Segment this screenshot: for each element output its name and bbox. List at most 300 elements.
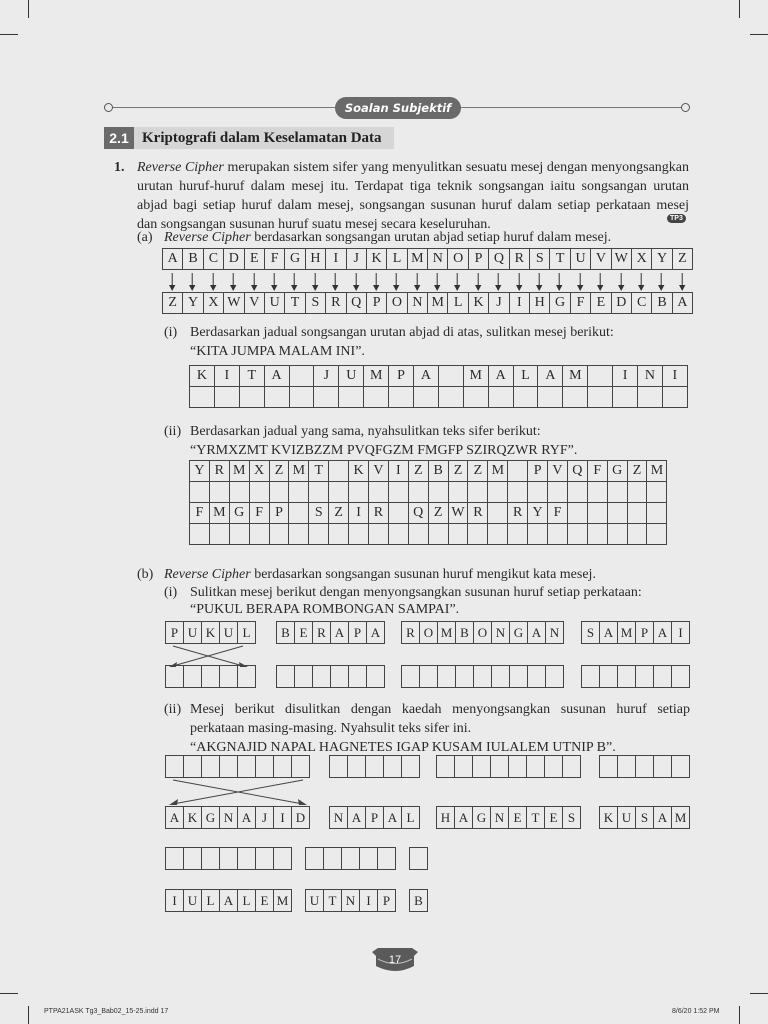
answer-cell[interactable] <box>288 481 309 503</box>
letter-cell: A <box>219 889 238 912</box>
letter-cell: E <box>294 621 313 644</box>
answer-cell[interactable] <box>662 386 688 408</box>
letter-cell: A <box>527 621 546 644</box>
answer-cell[interactable] <box>448 481 469 503</box>
crop-mark <box>0 34 18 35</box>
alphabet-cell: K <box>366 248 387 270</box>
alphabet-cell: F <box>264 248 285 270</box>
answer-cell[interactable] <box>472 755 491 778</box>
answer-cell[interactable] <box>627 481 648 503</box>
answer-cell[interactable] <box>255 755 274 778</box>
down-arrow-icon <box>672 271 692 293</box>
answer-cell[interactable] <box>368 481 389 503</box>
part-b-i-line1: Sulitkan mesej berikut dengan menyongsangkan susunan huruf setiap perkataan: <box>190 585 642 600</box>
word-box <box>166 890 292 912</box>
answer-cell[interactable] <box>567 481 588 503</box>
answer-cell[interactable] <box>323 847 342 870</box>
answer-cell[interactable] <box>488 386 514 408</box>
alphabet-cell: A <box>162 248 183 270</box>
cipher-cell: W <box>223 292 244 314</box>
intro-line <box>137 158 689 177</box>
letter-cell: K <box>189 365 215 387</box>
banner-dot <box>681 103 690 112</box>
letter-cell: F <box>547 502 568 524</box>
answer-cell[interactable] <box>544 755 563 778</box>
answer-cell[interactable] <box>183 847 202 870</box>
letter-cell: B <box>428 460 449 482</box>
down-arrow-icon <box>529 271 549 293</box>
word-box <box>582 622 690 644</box>
letter-cell: L <box>513 365 539 387</box>
tp-badge: TP3 <box>667 214 686 223</box>
answer-cell[interactable] <box>490 755 509 778</box>
alphabet-cell: L <box>386 248 407 270</box>
answer-word-box[interactable] <box>437 756 581 778</box>
answer-cell[interactable] <box>635 665 654 688</box>
answer-cell[interactable] <box>637 386 663 408</box>
answer-cell[interactable] <box>467 523 488 545</box>
letter-cell: R <box>507 502 528 524</box>
letter-cell: K <box>183 806 202 829</box>
letter-cell: R <box>401 621 420 644</box>
answer-cell[interactable] <box>165 665 184 688</box>
footer-stamp: 8/6/20 1:52 PM <box>672 1008 720 1015</box>
crop-mark <box>750 993 768 994</box>
letter-cell: J <box>313 365 339 387</box>
letter-cell: L <box>237 889 256 912</box>
answer-cell[interactable] <box>329 755 348 778</box>
letter-cell: R <box>368 502 389 524</box>
answer-cell[interactable] <box>455 665 474 688</box>
answer-cell[interactable] <box>526 755 545 778</box>
letter-cell <box>587 365 613 387</box>
answer-cell[interactable] <box>507 481 528 503</box>
answer-word-box[interactable] <box>410 848 428 870</box>
encrypt-grid <box>190 366 688 408</box>
down-arrow-icon <box>570 271 590 293</box>
answer-cell[interactable] <box>377 847 396 870</box>
answer-word-box[interactable] <box>600 756 690 778</box>
answer-cell[interactable] <box>463 386 489 408</box>
cipher-cell: G <box>549 292 570 314</box>
intro-text: merupakan sistem sifer yang menyulitkan sesuatu mesej dengan menyongsangkan <box>223 160 689 175</box>
letter-cell: Z <box>408 460 429 482</box>
answer-cell[interactable] <box>428 523 449 545</box>
part-b-ii-text <box>190 700 690 757</box>
letter-cell: N <box>341 889 360 912</box>
answer-cell[interactable] <box>273 755 292 778</box>
down-arrow-icon <box>346 271 366 293</box>
answer-cell[interactable] <box>291 755 310 778</box>
answer-cell[interactable] <box>454 755 473 778</box>
answer-cell[interactable] <box>599 665 618 688</box>
answer-cell[interactable] <box>237 847 256 870</box>
down-arrow-icon <box>549 271 569 293</box>
letter-cell: T <box>239 365 265 387</box>
answer-cell[interactable] <box>567 523 588 545</box>
answer-cell[interactable] <box>239 386 265 408</box>
answer-cell[interactable] <box>646 481 667 503</box>
answer-cell[interactable] <box>653 755 672 778</box>
grid-row <box>190 366 688 387</box>
answer-cell[interactable] <box>189 481 210 503</box>
answer-cell[interactable] <box>209 481 230 503</box>
answer-cell[interactable] <box>341 847 360 870</box>
letter-cell: N <box>545 621 564 644</box>
down-arrow-icon <box>590 271 610 293</box>
answer-cell[interactable] <box>537 386 563 408</box>
cipher-cell: X <box>203 292 224 314</box>
part-a-i-line1: Berdasarkan jadual songsangan urutan abjad di atas, sulitkan mesej berikut: <box>190 325 614 340</box>
letter-cell: A <box>413 365 439 387</box>
answer-cell[interactable] <box>587 523 608 545</box>
answer-cell[interactable] <box>419 665 438 688</box>
letter-cell: E <box>544 806 563 829</box>
cipher-cell: R <box>325 292 346 314</box>
down-arrow-icon <box>223 271 243 293</box>
answer-cell[interactable] <box>653 665 672 688</box>
letter-cell: L <box>237 621 256 644</box>
cipher-cell: A <box>672 292 693 314</box>
letter-cell: A <box>488 365 514 387</box>
answer-cell[interactable] <box>201 665 220 688</box>
answer-cell[interactable] <box>527 523 548 545</box>
letter-cell: U <box>305 889 324 912</box>
letter-cell: Q <box>567 460 588 482</box>
answer-cell[interactable] <box>437 665 456 688</box>
crop-mark <box>739 1006 740 1024</box>
answer-cell[interactable] <box>607 523 628 545</box>
alphabet-cell: I <box>325 248 346 270</box>
part-a-ii-label: (ii) <box>164 424 182 439</box>
answer-cell[interactable] <box>308 481 329 503</box>
cipher-cell: B <box>651 292 672 314</box>
part-b-term: Reverse Cipher <box>164 567 251 582</box>
down-arrow-icon <box>284 271 304 293</box>
letter-cell: K <box>599 806 618 829</box>
word-box <box>330 807 420 829</box>
letter-cell: N <box>219 806 238 829</box>
answer-cell[interactable] <box>219 665 238 688</box>
answer-cell[interactable] <box>671 665 690 688</box>
answer-cell[interactable] <box>348 665 367 688</box>
answer-cell[interactable] <box>294 665 313 688</box>
letter-cell: P <box>348 621 367 644</box>
answer-cell[interactable] <box>330 665 349 688</box>
answer-cell[interactable] <box>264 386 290 408</box>
alphabet-cell: M <box>407 248 428 270</box>
answer-cell[interactable] <box>587 481 608 503</box>
answer-cell[interactable] <box>348 523 369 545</box>
answer-cell[interactable] <box>383 755 402 778</box>
cipher-cell: H <box>529 292 550 314</box>
answer-cell[interactable] <box>366 665 385 688</box>
cipher-cell: T <box>284 292 305 314</box>
answer-cell[interactable] <box>562 755 581 778</box>
answer-cell[interactable] <box>183 755 202 778</box>
letter-cell: T <box>323 889 342 912</box>
letter-cell: U <box>338 365 364 387</box>
answer-cell[interactable] <box>269 481 290 503</box>
alphabet-cell: D <box>223 248 244 270</box>
letter-cell: N <box>329 806 348 829</box>
answer-word-box[interactable] <box>582 666 690 688</box>
letter-cell: K <box>201 621 220 644</box>
letter-cell: T <box>308 460 329 482</box>
answer-cell[interactable] <box>276 665 295 688</box>
down-arrow-icon <box>488 271 508 293</box>
down-arrow-icon <box>407 271 427 293</box>
down-arrow-icon <box>651 271 671 293</box>
answer-cell[interactable] <box>527 481 548 503</box>
page-number: 17 <box>388 954 402 966</box>
answer-cell[interactable] <box>617 755 636 778</box>
letter-cell: U <box>183 621 202 644</box>
answer-cell[interactable] <box>509 665 528 688</box>
answer-cell[interactable] <box>249 481 270 503</box>
alphabet-cell: U <box>570 248 591 270</box>
part-a-i-label: (i) <box>164 325 178 340</box>
answer-cell[interactable] <box>388 481 409 503</box>
intro-line: abjad bagi setiap huruf dalam mesej, songsangan susunan huruf dalam setiap perkataan mesej <box>137 198 689 213</box>
answer-cell[interactable] <box>214 386 240 408</box>
letter-cell: L <box>401 806 420 829</box>
answer-cell[interactable] <box>165 847 184 870</box>
cipher-cell: P <box>366 292 387 314</box>
letter-cell: G <box>509 621 528 644</box>
letter-cell: I <box>348 502 369 524</box>
letter-cell <box>567 502 588 524</box>
answer-word-box[interactable] <box>166 848 292 870</box>
answer-cell[interactable] <box>513 386 539 408</box>
answer-cell[interactable] <box>368 523 389 545</box>
letter-cell: M <box>646 460 667 482</box>
answer-cell[interactable] <box>547 481 568 503</box>
letter-cell: P <box>527 460 548 482</box>
answer-cell[interactable] <box>401 755 420 778</box>
alphabet-cell: V <box>590 248 611 270</box>
letter-cell: A <box>366 621 385 644</box>
letter-cell: E <box>255 889 274 912</box>
answer-word-box[interactable] <box>277 666 385 688</box>
down-arrow-icon <box>468 271 488 293</box>
letter-cell: A <box>653 621 672 644</box>
answer-cell[interactable] <box>467 481 488 503</box>
answer-word-box[interactable] <box>166 756 310 778</box>
answer-cell[interactable] <box>409 847 428 870</box>
answer-cell[interactable] <box>328 481 349 503</box>
answer-cell[interactable] <box>413 386 439 408</box>
answer-word-box[interactable] <box>306 848 396 870</box>
cipher-cell: N <box>407 292 428 314</box>
answer-cell[interactable] <box>209 523 230 545</box>
answer-cell[interactable] <box>627 523 648 545</box>
alphabet-cell: G <box>284 248 305 270</box>
grid-row <box>190 461 667 482</box>
letter-cell: J <box>255 806 274 829</box>
answer-cell[interactable] <box>365 755 384 778</box>
intro-line: dan songsangan susunan huruf suatu mesej secara keseluruhan. <box>137 217 491 232</box>
answer-cell[interactable] <box>491 665 510 688</box>
answer-cell[interactable] <box>359 847 378 870</box>
answer-cell[interactable] <box>305 847 324 870</box>
part-a-ii-line2: “YRMXZMT KVIZBZZM PVQFGZM FMGFP SZIRQZWR RYF”. <box>190 443 578 458</box>
letter-cell: F <box>189 502 210 524</box>
alphabet-cell: W <box>611 248 632 270</box>
answer-cell[interactable] <box>328 523 349 545</box>
letter-cell: Z <box>428 502 449 524</box>
cipher-cell: U <box>264 292 285 314</box>
letter-cell <box>289 365 315 387</box>
answer-cell[interactable] <box>607 481 628 503</box>
section-banner <box>104 97 690 119</box>
answer-cell[interactable] <box>201 847 220 870</box>
cipher-cell: Q <box>346 292 367 314</box>
letter-cell: X <box>249 460 270 482</box>
down-arrow-icon <box>244 271 264 293</box>
answer-cell[interactable] <box>527 665 546 688</box>
swap-cross <box>163 778 313 808</box>
part-b-label: (b) <box>137 567 154 582</box>
word-box <box>306 890 396 912</box>
answer-cell[interactable] <box>401 665 420 688</box>
answer-cell[interactable] <box>646 523 667 545</box>
letter-cell: A <box>330 621 349 644</box>
letter-cell: M <box>273 889 292 912</box>
letter-cell <box>646 502 667 524</box>
letter-cell: A <box>653 806 672 829</box>
alphabet-plain-row <box>163 249 693 270</box>
answer-cell[interactable] <box>388 386 414 408</box>
answer-word-box[interactable] <box>166 666 256 688</box>
alphabet-arrows <box>162 271 692 293</box>
letter-cell: H <box>436 806 455 829</box>
answer-cell[interactable] <box>237 665 256 688</box>
answer-cell[interactable] <box>273 847 292 870</box>
letter-cell: B <box>409 889 428 912</box>
cipher-cell: D <box>611 292 632 314</box>
part-b-desc: berdasarkan songsangan susunan huruf mengikut kata mesej. <box>250 567 596 582</box>
letter-cell: I <box>612 365 638 387</box>
letter-cell: M <box>617 621 636 644</box>
alphabet-cell: X <box>631 248 652 270</box>
letter-cell <box>487 502 508 524</box>
answer-cell[interactable] <box>255 847 274 870</box>
answer-cell[interactable] <box>189 523 210 545</box>
answer-cell[interactable] <box>545 665 564 688</box>
letter-cell: A <box>454 806 473 829</box>
down-arrow-icon <box>203 271 223 293</box>
answer-cell[interactable] <box>617 665 636 688</box>
down-arrow-icon <box>162 271 182 293</box>
answer-cell[interactable] <box>487 523 508 545</box>
answer-cell[interactable] <box>581 665 600 688</box>
answer-cell[interactable] <box>487 481 508 503</box>
letter-cell: A <box>347 806 366 829</box>
answer-cell[interactable] <box>547 523 568 545</box>
letter-cell: Z <box>269 460 290 482</box>
cipher-cell: L <box>447 292 468 314</box>
answer-cell[interactable] <box>508 755 527 778</box>
answer-cell[interactable] <box>408 481 429 503</box>
down-arrow-icon <box>631 271 651 293</box>
answer-cell[interactable] <box>313 386 339 408</box>
answer-cell[interactable] <box>189 386 215 408</box>
answer-cell[interactable] <box>507 523 528 545</box>
letter-cell <box>587 502 608 524</box>
answer-cell[interactable] <box>388 523 409 545</box>
letter-cell: G <box>472 806 491 829</box>
answer-cell[interactable] <box>237 755 256 778</box>
answer-cell[interactable] <box>249 523 270 545</box>
answer-cell[interactable] <box>229 481 250 503</box>
banner-label: Soalan Subjektif <box>335 97 461 119</box>
letter-cell: G <box>607 460 628 482</box>
letter-cell: N <box>490 806 509 829</box>
answer-cell[interactable] <box>436 755 455 778</box>
answer-cell[interactable] <box>219 847 238 870</box>
answer-cell[interactable] <box>338 386 364 408</box>
answer-word-box[interactable] <box>330 756 420 778</box>
answer-cell[interactable] <box>289 386 315 408</box>
letter-cell: I <box>165 889 184 912</box>
answer-cell[interactable] <box>165 755 184 778</box>
alphabet-cell: S <box>529 248 550 270</box>
answer-cell[interactable] <box>183 665 202 688</box>
answer-cell[interactable] <box>562 386 588 408</box>
answer-cell[interactable] <box>408 523 429 545</box>
answer-cell[interactable] <box>587 386 613 408</box>
answer-cell[interactable] <box>612 386 638 408</box>
answer-cell[interactable] <box>671 755 690 778</box>
answer-cell[interactable] <box>312 665 331 688</box>
part-b-ii-line3: “AKGNAJID NAPAL HAGNETES IGAP KUSAM IULALEM UTNIP B”. <box>190 740 616 755</box>
answer-cell[interactable] <box>348 481 369 503</box>
crop-mark <box>0 993 18 994</box>
answer-word-box[interactable] <box>402 666 564 688</box>
part-a-ii-line1: Berdasarkan jadual yang sama, nyahsulitkan teks sifer berikut: <box>190 424 541 439</box>
letter-cell: U <box>183 889 202 912</box>
answer-cell[interactable] <box>635 755 654 778</box>
letter-cell <box>507 460 528 482</box>
cipher-cell: Z <box>162 292 183 314</box>
letter-cell: A <box>537 365 563 387</box>
answer-cell[interactable] <box>473 665 492 688</box>
answer-cell[interactable] <box>438 386 464 408</box>
letter-cell <box>288 502 309 524</box>
answer-cell[interactable] <box>229 523 250 545</box>
answer-cell[interactable] <box>201 755 220 778</box>
part-a-label: (a) <box>137 230 153 245</box>
letter-cell: Q <box>408 502 429 524</box>
answer-cell[interactable] <box>219 755 238 778</box>
answer-cell[interactable] <box>363 386 389 408</box>
down-arrow-icon <box>611 271 631 293</box>
answer-cell[interactable] <box>448 523 469 545</box>
answer-cell[interactable] <box>599 755 618 778</box>
answer-cell[interactable] <box>288 523 309 545</box>
answer-cell[interactable] <box>428 481 449 503</box>
cipher-cell: O <box>386 292 407 314</box>
part-a-i-line2: “KITA JUMPA MALAM INI”. <box>190 344 365 359</box>
letter-cell: G <box>229 502 250 524</box>
answer-cell[interactable] <box>347 755 366 778</box>
cipher-cell: S <box>305 292 326 314</box>
answer-cell[interactable] <box>269 523 290 545</box>
letter-cell: I <box>662 365 688 387</box>
alphabet-cipher-row <box>163 293 693 314</box>
answer-cell[interactable] <box>308 523 329 545</box>
